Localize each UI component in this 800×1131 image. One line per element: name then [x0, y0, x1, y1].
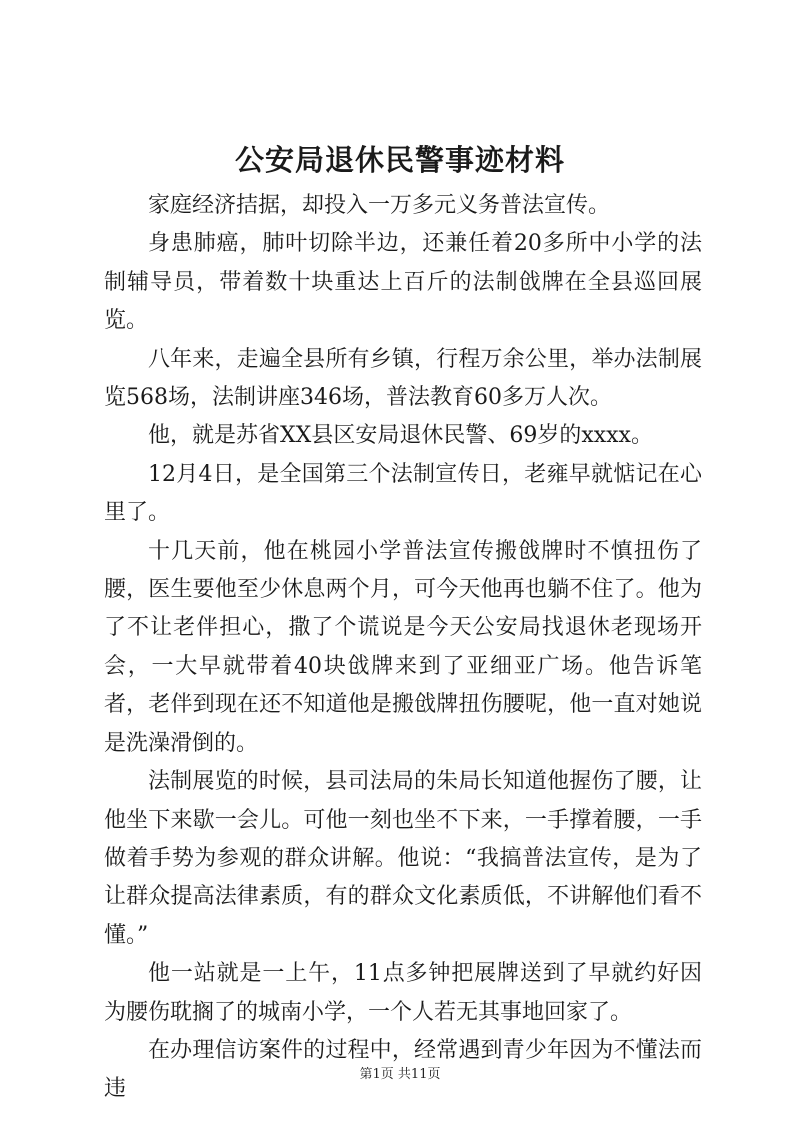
paragraph: 家庭经济拮据，却投入一万多元义务普法宣传。 [148, 193, 611, 218]
paragraph: 他，就是苏省XX县区安局退休民警、69岁的xxxx。 [148, 423, 653, 449]
paragraph: 法制展览的时候，县司法局的朱局长知道他握伤了腰，让他坐下来歇一会儿。可他一刻也坐不下来，一手撑着腰，一手做着手势为参观的群众讲解。他说：“我搞普法宣传，是为了让群众提高法律素质，有的群众文化素质低，不讲解他们看不懂。” [104, 769, 702, 948]
page-number-footer: 第1页 共11页 [359, 1067, 441, 1082]
paragraph: 八年来，走遍全县所有乡镇，行程万余公里，举办法制展览568场，法制讲座346场，普法教育60多万人次。 [104, 346, 702, 411]
paragraph: 12月4日，是全国第三个法制宣传日，老雍早就惦记在心里了。 [104, 461, 702, 526]
document-body [104, 187, 702, 1109]
paragraph: 十几天前，他在桃园小学普法宣传搬戗牌时不慎扭伤了腰，医生要他至少休息两个月，可今天他再也躺不住了。他为了不让老伴担心，撒了个谎说是今天公安局找退休老现场开会，一大早就带着40块戗牌来到了亚细亚广场。他告诉笔者，老伴到现在还不知道他是搬戗牌扭伤腰呢，他一直对她说是洗澡滑倒的。 [104, 538, 702, 756]
paragraph: 他一站就是一上午，11点多钟把展牌送到了早就约好因为腰伤耽搁了的城南小学，一个人若无其事地回家了。 [104, 961, 702, 1025]
paragraph: 身患肺癌，肺叶切除半边，还兼任着20多所中小学的法制辅导员，带着数十块重达上百斤的法制戗牌在全县巡回展览。 [104, 231, 702, 334]
document-title: 公安局退休民警事迹材料 [234, 143, 565, 177]
paragraph: 在办理信访案件的过程中，经常遇到青少年因为不懂法而违 [104, 1037, 702, 1102]
